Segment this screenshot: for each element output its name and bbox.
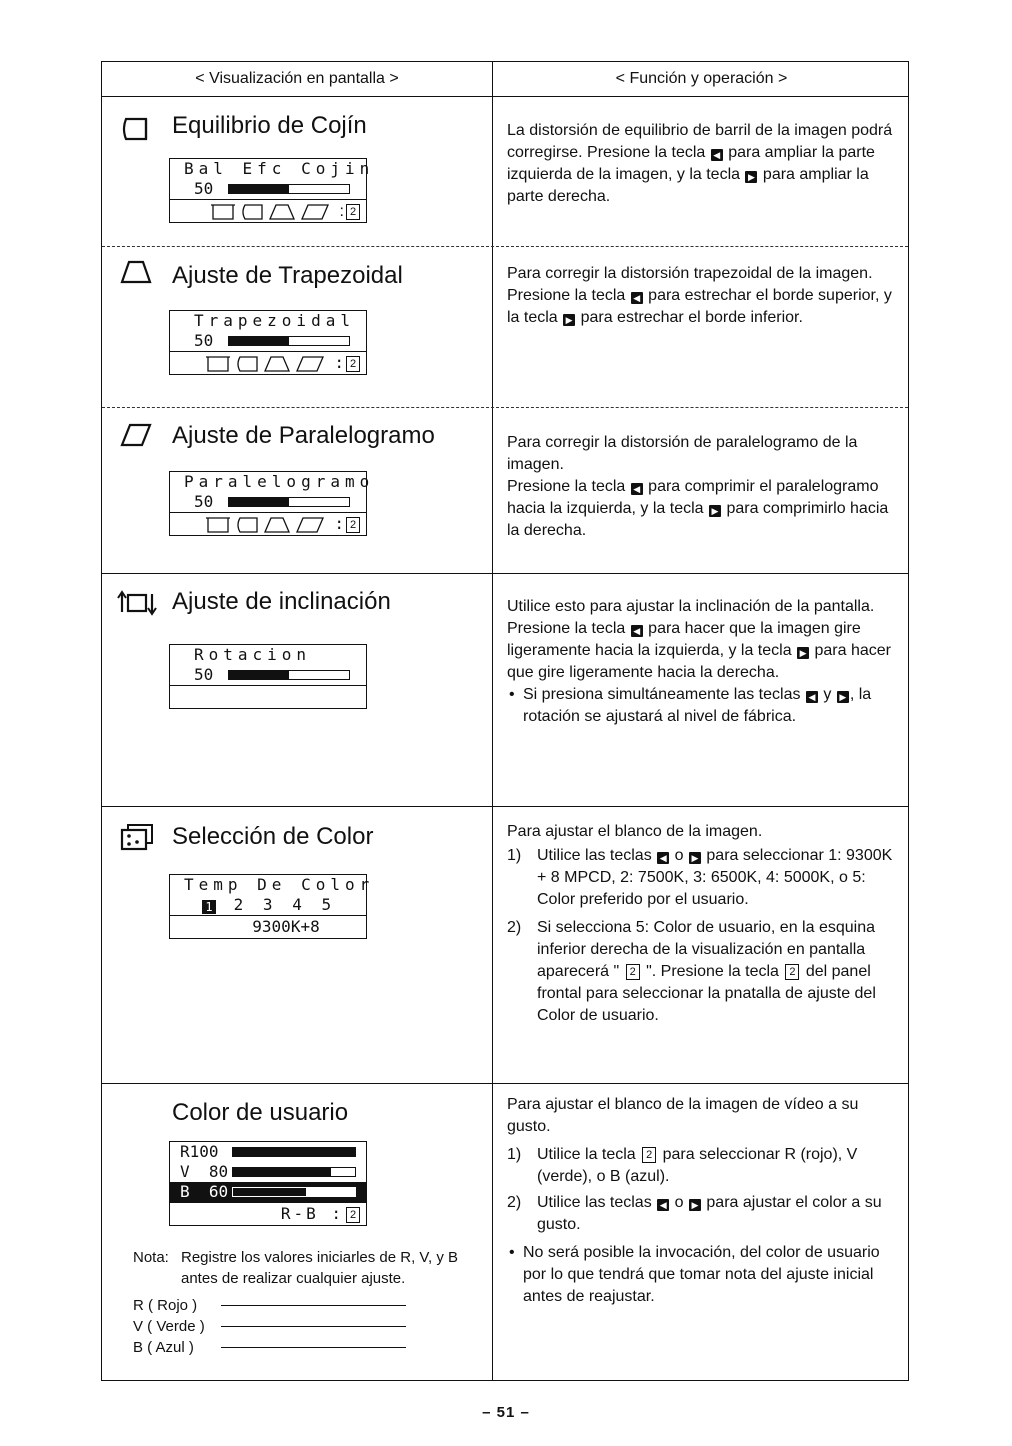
right-key-icon: ▶ <box>797 647 809 659</box>
section-rotation <box>102 574 908 806</box>
osd-value: 50 <box>194 179 214 198</box>
key-2-icon: 2 <box>346 517 360 533</box>
section-title: Ajuste de Paralelogramo <box>172 422 435 449</box>
right-key-icon: ▶ <box>837 691 849 703</box>
right-key-icon: ▶ <box>563 314 575 326</box>
osd-label: Bal Efc Cojin <box>184 159 375 178</box>
level-fill <box>229 337 289 345</box>
left-key-icon: ◀ <box>631 483 643 495</box>
section-title: Selección de Color <box>172 823 374 850</box>
left-key-icon: ◀ <box>806 691 818 703</box>
record-field-r: R ( Rojo ) <box>133 1295 471 1316</box>
section-user-color <box>102 1084 908 1380</box>
osd-panel <box>169 874 375 939</box>
note-block <box>133 1247 471 1358</box>
color-option: 5 <box>321 895 332 914</box>
section-title: Equilibrio de Cojín <box>172 112 367 139</box>
section-description: Para ajustar el blanco de la imagen de vídeo a su gusto. 1) Utilice la tecla 2 para seleccionar R (rojo), V (verde), o B (azul). 2) Utilice las teclas ◀ o ▶ para ajustar el color a su gusto. • No será posible la invocación, del color de usuario por lo que tendrá que tomar nota del ajuste inicial antes de reajustar. <box>507 1096 882 1305</box>
osd-panel <box>169 1141 367 1226</box>
osd-panel: Trapezoidal 50 : 2 <box>169 310 367 375</box>
color-option: 3 <box>262 895 273 914</box>
osd-panel: Paralelogramo 50 : 2 <box>169 471 367 536</box>
color-option: 2 <box>233 895 244 914</box>
key-2-icon: 2 <box>626 964 640 980</box>
osd-row-label: B 60 <box>180 1182 229 1201</box>
note-label: Nota: <box>133 1249 169 1266</box>
level-bar <box>228 497 350 507</box>
pincushion-balance-icon <box>120 116 150 142</box>
geometry-shapes-icon <box>205 516 325 534</box>
color-select-icon <box>120 823 156 851</box>
header-left: < Visualización en pantalla > <box>195 70 399 87</box>
record-field-v: V ( Verde ) <box>133 1316 471 1337</box>
section-title: Ajuste de Trapezoidal <box>172 262 403 289</box>
section-description: Utilice esto para ajustar la inclinación de la pantalla. Presione la tecla ◀ para hacer que la imagen gire ligeramente hacia la izquierda, y la tecla ▶ para hacer que gire ligeramente hacia la derecha. • Si presiona simultáneamente las teclas ◀ y ▶ , la rotación se ajustará al nivel de fábrica. <box>507 598 891 725</box>
osd-panel: Bal Efc Cojin 50 : 2 <box>169 158 367 223</box>
section-parallelogram <box>102 408 908 573</box>
geometry-shapes-icon <box>210 203 330 221</box>
left-key-icon: ◀ <box>657 852 669 864</box>
right-key-icon: ▶ <box>689 1199 701 1211</box>
key-2-icon: 2 <box>346 356 360 372</box>
section-color-select <box>102 807 908 1083</box>
section-description: Para corregir la distorsión trapezoidal de la imagen. Presione la tecla ◀ para estrechar el borde superior, y la tecla ▶ para estrechar el borde inferior. <box>507 265 892 326</box>
header-right: < Función y operación > <box>615 70 788 87</box>
left-key-icon: ◀ <box>631 292 643 304</box>
level-bar <box>228 184 350 194</box>
level-bar <box>232 1147 356 1157</box>
osd-row-label: R100 <box>180 1142 219 1161</box>
section-description: Para corregir la distorsión de paralelogramo de la imagen. Presione la tecla ◀ para comprimir el paralelogramo hacia la izquierda, y la tecla ▶ para comprimirlo hacia la derecha. <box>507 434 889 539</box>
osd-panel <box>169 644 367 709</box>
osd-row-label: V 80 <box>180 1162 229 1181</box>
level-bar <box>228 336 350 346</box>
level-fill <box>233 1148 355 1156</box>
key-2-icon: 2 <box>346 204 360 220</box>
rotation-icon <box>116 590 160 616</box>
osd-label: Trapezoidal <box>194 311 355 330</box>
section-pincushion-balance <box>102 96 908 246</box>
color-option: 4 <box>292 895 302 914</box>
note-text: Registre los valores iniciarles de R, V, y B antes de realizar cualquier ajuste. <box>181 1249 459 1287</box>
level-fill <box>229 185 289 193</box>
left-key-icon: ◀ <box>657 1199 669 1211</box>
level-fill <box>229 671 289 679</box>
level-bar <box>232 1187 356 1197</box>
level-fill <box>233 1168 331 1176</box>
right-key-icon: ▶ <box>745 171 757 183</box>
key-2-icon: 2 <box>346 1207 360 1223</box>
osd-label: Rotacion <box>194 645 312 664</box>
color-option-selected: 1 <box>202 900 216 914</box>
section-trapezoid <box>102 247 908 407</box>
page-number: – 51 – <box>482 1404 530 1421</box>
level-fill <box>233 1188 306 1196</box>
page-frame <box>101 61 909 1381</box>
key-2-icon: 2 <box>785 964 799 980</box>
key-2-icon: 2 <box>642 1147 656 1163</box>
osd-value: 50 <box>194 492 214 511</box>
level-bar <box>232 1167 356 1177</box>
section-title: Color de usuario <box>172 1099 349 1126</box>
osd-label: Temp De Color <box>184 875 375 894</box>
osd-value: 50 <box>194 665 214 684</box>
level-bar <box>228 670 350 680</box>
osd-label: Paralelogramo <box>184 472 375 491</box>
record-field-b: B ( Azul ) <box>133 1337 471 1358</box>
parallelogram-icon <box>120 422 152 448</box>
section-description: La distorsión de equilibrio de barril de la imagen podrá corregirse. Presione la tecla ◀ para ampliar la parte izquierda de la imagen, y la tecla ▶ para ampliar la parte derecha. <box>507 122 893 205</box>
trapezoid-icon <box>120 259 152 285</box>
level-fill <box>229 498 289 506</box>
section-title: Ajuste de inclinación <box>172 588 391 615</box>
right-key-icon: ▶ <box>709 505 721 517</box>
geometry-shapes-icon <box>205 355 325 373</box>
osd-value: 50 <box>194 331 214 350</box>
osd-footer-label: R-B : <box>280 1204 344 1223</box>
left-key-icon: ◀ <box>631 625 643 637</box>
color-options <box>170 895 366 915</box>
color-temp-value: 9300K+8 <box>170 915 366 938</box>
right-key-icon: ▶ <box>689 852 701 864</box>
left-key-icon: ◀ <box>711 149 723 161</box>
section-description: Para ajustar el blanco de la imagen. 1) Utilice las teclas ◀ o ▶ para seleccionar 1: 9300K + 8 MPCD, 2: 7500K, 3: 6500K, 4: 5000K, o 5: Color preferido por el usuario. 2) Si selecciona 5: Color de usuario, en la esquina inferior derecha de la visualización en pantalla aparecerá " 2 ". Presione la tecla 2 del panel frontal para seleccionar la pnatalla de ajuste del Color de usuario. <box>507 823 893 1024</box>
